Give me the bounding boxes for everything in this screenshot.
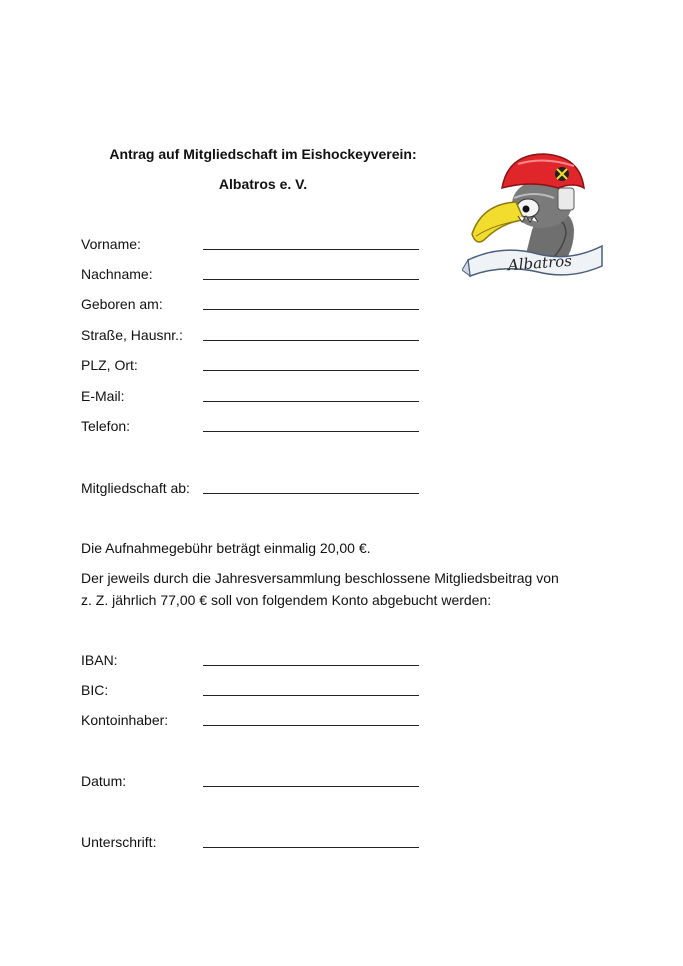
fill-line[interactable]: [203, 401, 419, 402]
fill-line[interactable]: [203, 309, 419, 310]
field-label: Nachname:: [81, 266, 153, 282]
fill-line[interactable]: [203, 695, 419, 696]
admission-fee-text: Die Aufnahmegebühr beträgt einmalig 20,00 €.: [81, 540, 371, 556]
fill-line[interactable]: [203, 279, 419, 280]
fill-line[interactable]: [203, 665, 419, 666]
field-label: Vorname:: [81, 236, 141, 252]
field-label: Unterschrift:: [81, 834, 157, 850]
logo-banner-text: Albatros: [507, 251, 573, 275]
form-title: Antrag auf Mitgliedschaft im Eishockeyverein:: [109, 146, 417, 162]
field-label: BIC:: [81, 682, 109, 698]
fill-line[interactable]: [203, 493, 419, 494]
fill-line[interactable]: [203, 431, 419, 432]
fill-line[interactable]: [203, 249, 419, 250]
field-label: Telefon:: [81, 418, 131, 434]
fill-line[interactable]: [203, 370, 419, 371]
field-label: IBAN:: [81, 652, 118, 668]
field-label: Kontoinhaber:: [81, 712, 169, 728]
fill-line[interactable]: [203, 786, 419, 787]
club-name: Albatros e. V.: [218, 176, 308, 192]
fill-line[interactable]: [203, 847, 419, 848]
annual-fee-text-line1: Der jeweils durch die Jahresversammlung beschlossene Mitgliedsbeitrag von: [81, 570, 559, 586]
field-label: Mitgliedschaft ab:: [81, 480, 190, 496]
field-label: Datum:: [81, 773, 127, 789]
field-label: E-Mail:: [81, 388, 125, 404]
annual-fee-text-line2: z. Z. jährlich 77,00 € soll von folgendem Konto abgebucht werden:: [81, 592, 492, 608]
albatros-logo: [462, 142, 608, 284]
fill-line[interactable]: [203, 725, 419, 726]
fill-line[interactable]: [203, 340, 419, 341]
field-label: Geboren am:: [81, 296, 163, 312]
field-label: PLZ, Ort:: [81, 357, 138, 373]
field-label: Straße, Hausnr.:: [81, 327, 183, 343]
